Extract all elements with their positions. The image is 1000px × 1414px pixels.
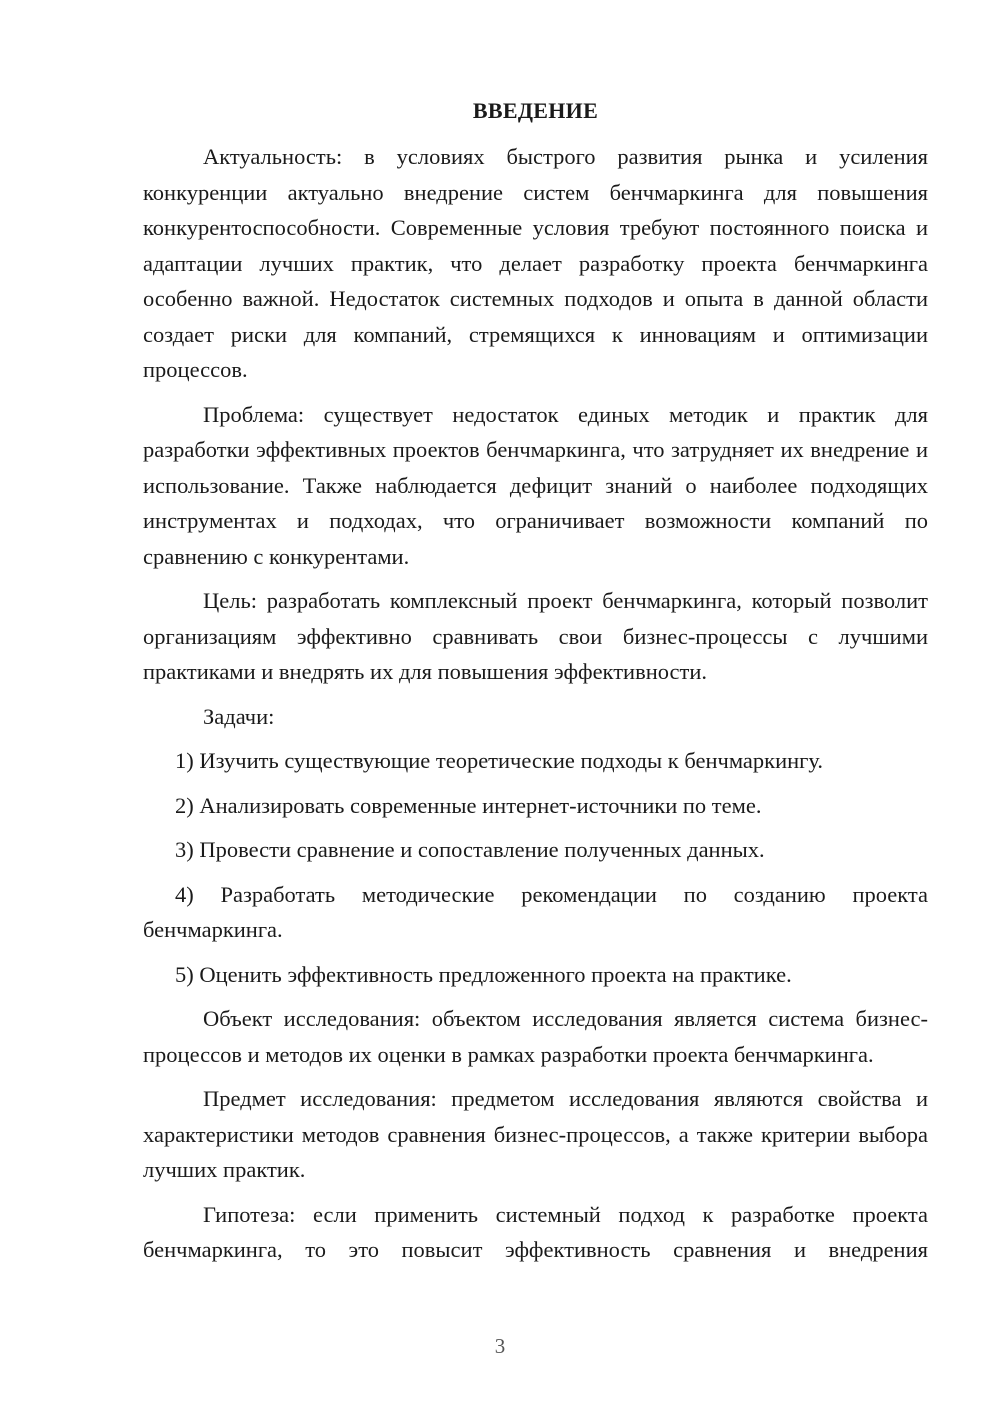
paragraph-hypothesis: Гипотеза: если применить системный подход к разработке проекта бенчмаркинга, то это повысит эффективность сравнения и внедрения bbox=[143, 1201, 928, 1262]
paragraph-goal: Цель: разработать комплексный проект бенчмаркинга, который позволит организациям эффективно сравнивать свои бизнес-процессы с лучшими практиками и внедрять их для повышения эффективности. bbox=[143, 588, 928, 684]
tasks-heading: Задачи: bbox=[203, 703, 275, 729]
paragraph-relevance: Актуальность: в условиях быстрого развития рынка и усиления конкуренции актуально внедрение систем бенчмаркинга для повышения конкурентоспособности. Современные условия требуют постоянного поиска и адаптации лучших практик, что делает разработку проекта бенчмаркинга особенно важной. Недостаток системных подходов и опыта в данной области создает риски для компаний, стремящихся к инновациям и оптимизации процессов. bbox=[143, 144, 928, 382]
task-item-4: 4) Разработать методические рекомендации по созданию проекта бенчмаркинга. bbox=[143, 881, 928, 942]
page-title: ВВЕДЕНИЕ bbox=[472, 98, 599, 123]
task-item-3: 3) Провести сравнение и сопоставление полученных данных. bbox=[175, 837, 765, 862]
task-item-1: 1) Изучить существующие теоретические подходы к бенчмаркингу. bbox=[175, 748, 824, 773]
task-item-2: 2) Анализировать современные интернет-источники по теме. bbox=[175, 792, 762, 818]
page-content bbox=[143, 97, 928, 1277]
paragraph-subject: Предмет исследования: предметом исследования являются свойства и характеристики методов сравнения бизнес-процессов, а также критерии выбора лучших практик. bbox=[143, 1086, 928, 1182]
page-number: 3 bbox=[494, 1334, 506, 1358]
paragraph-problem: Проблема: существует недостаток единых методик и практик для разработки эффективных проектов бенчмаркинга, что затрудняет их внедрение и использование. Также наблюдается дефицит знаний о наиболее подходящих инструментах и подходах, что ограничивает возможности компаний по сравнению с конкурентами. bbox=[143, 401, 928, 569]
paragraph-object: Объект исследования: объектом исследования является система бизнес-процессов и методов их оценки в рамках разработки проекта бенчмаркинга. bbox=[143, 1006, 928, 1067]
task-item-5: 5) Оценить эффективность предложенного проекта на практике. bbox=[175, 961, 792, 987]
